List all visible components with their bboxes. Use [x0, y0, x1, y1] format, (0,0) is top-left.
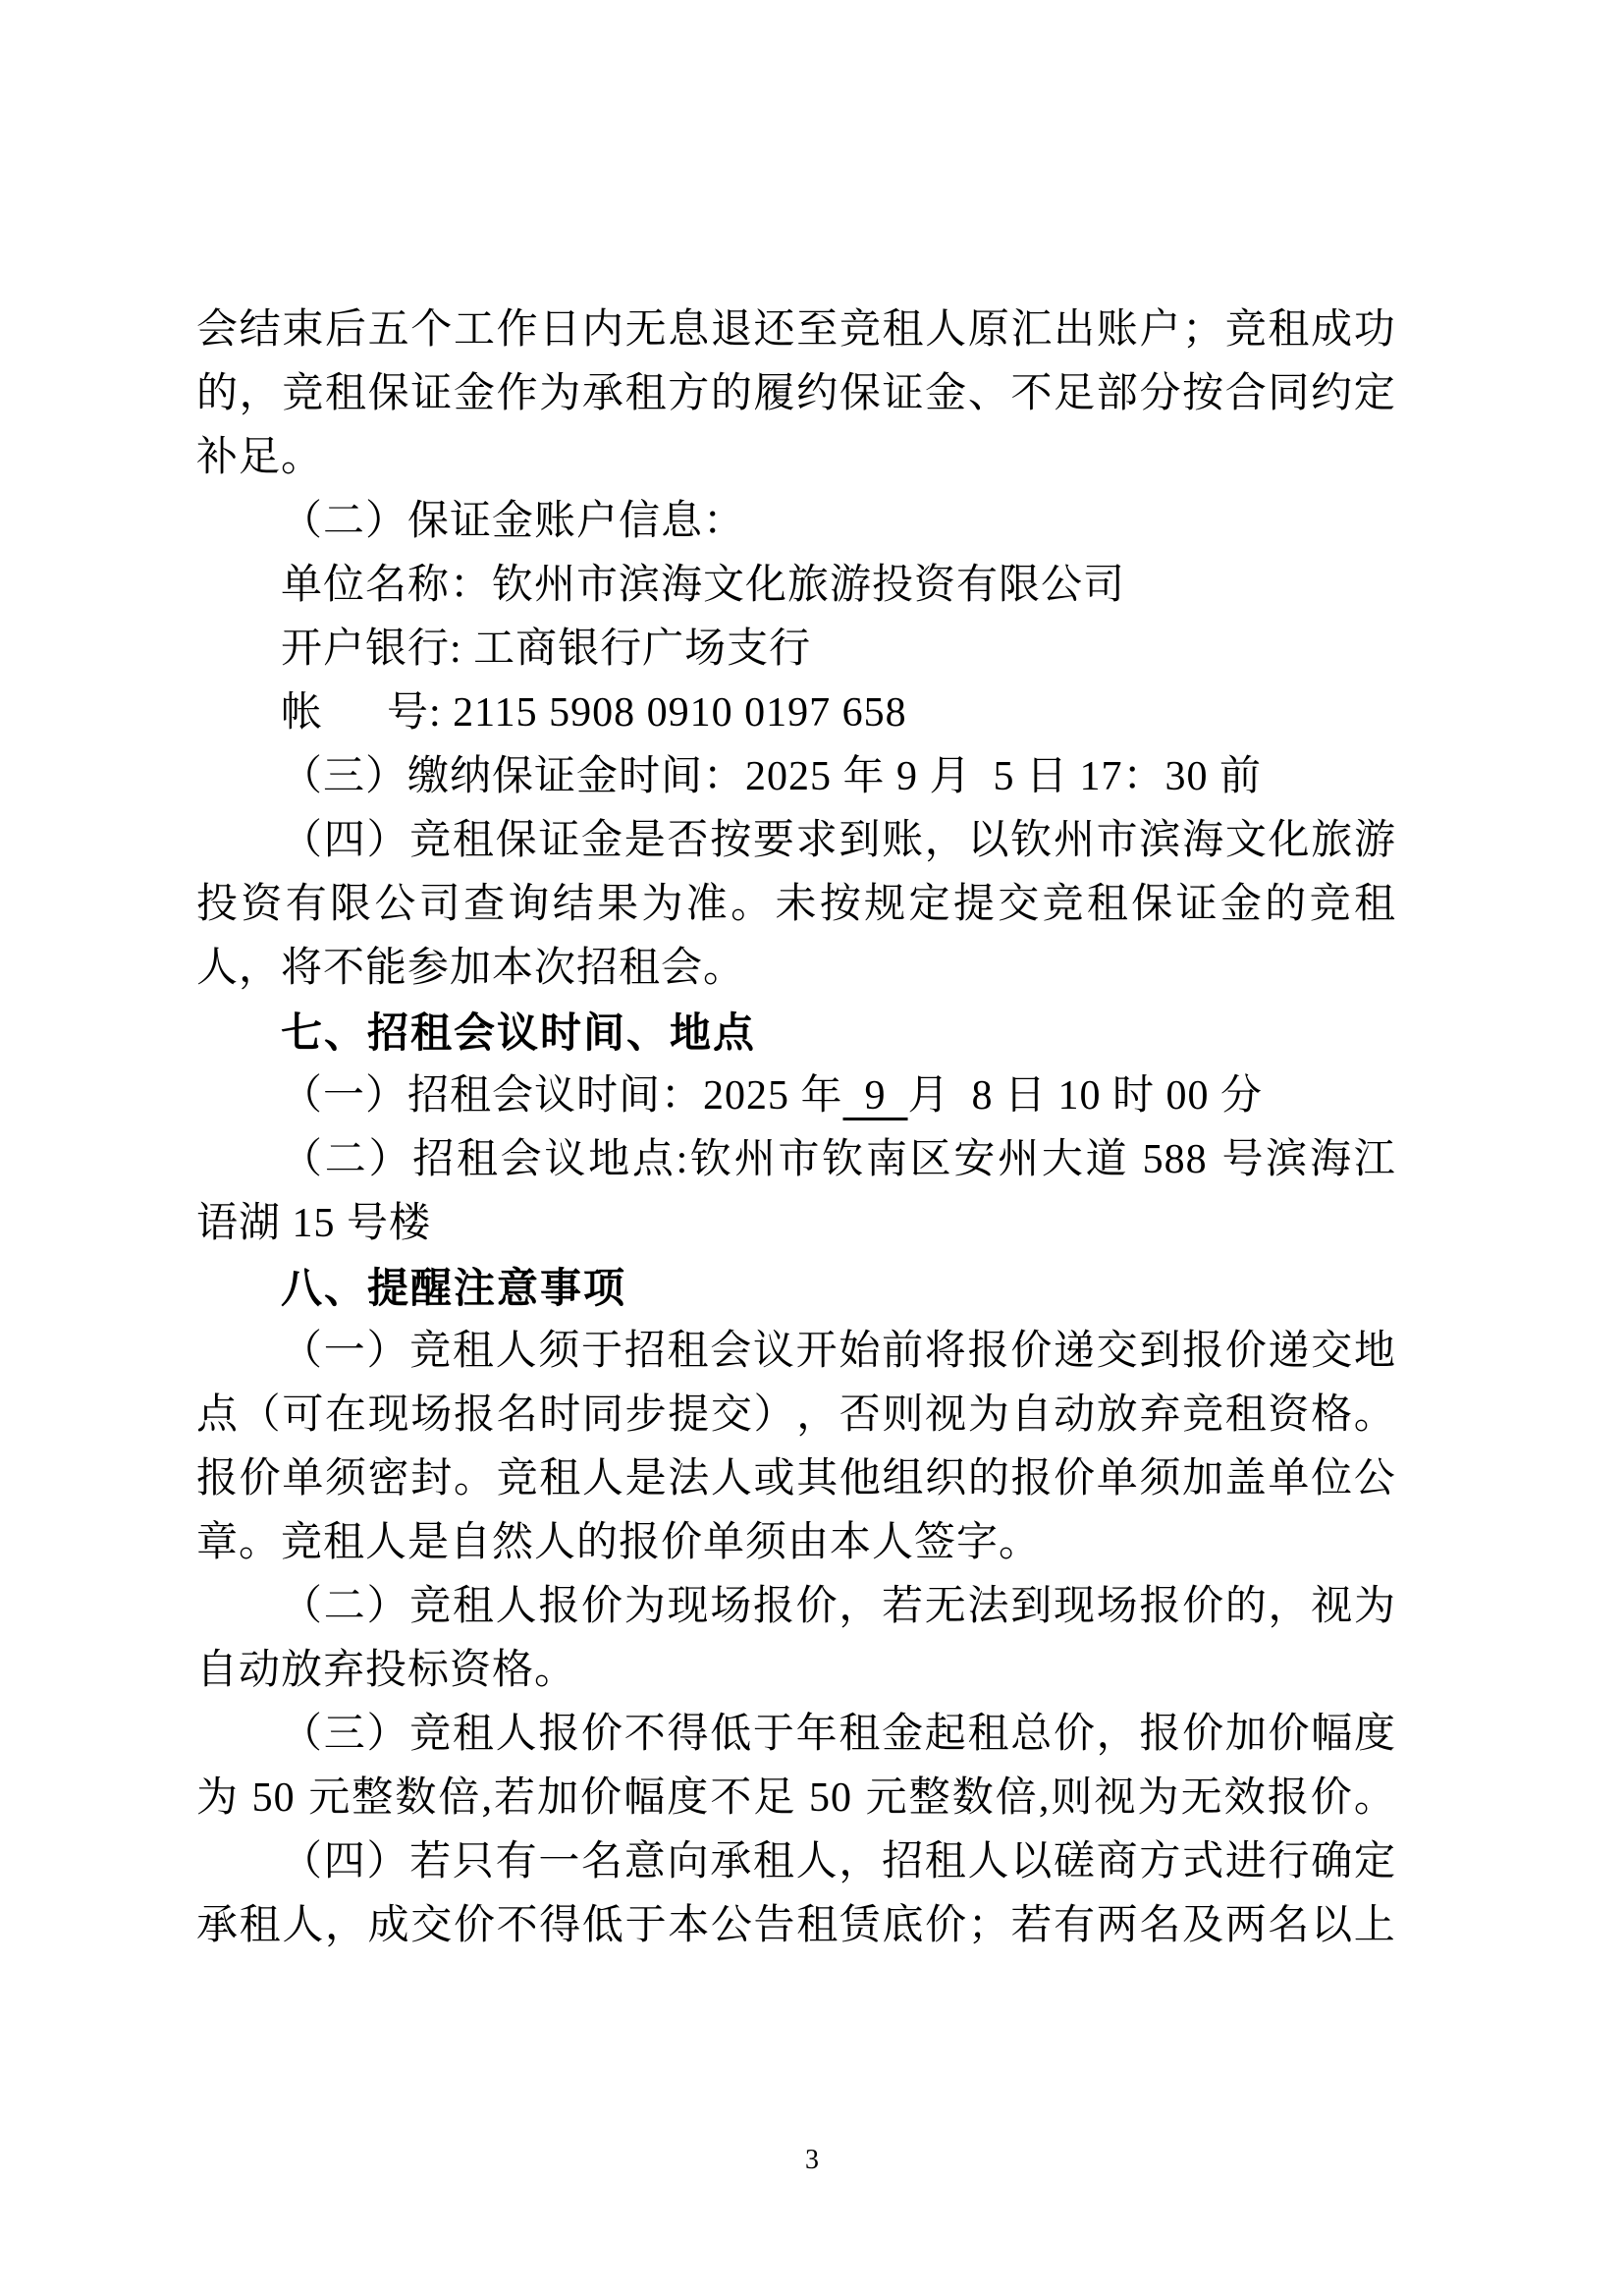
text-line: （ 二 ） 招 租 会 议 地 点 : 钦 州 市 钦 南 区 安 州 大 道 588 号 滨 海 江: [281, 1137, 1396, 1182]
text-line: 章。竞租人是自然人的报价单须由本人签字。: [196, 1520, 1042, 1565]
text-line: （ 四 ） 竞 租 保 证 金 是 否 按 要 求 到 账 ， 以 钦 州 市 滨 海 文 化 旅 游: [281, 818, 1396, 863]
text-line: （三）缴纳保证金时间：2025 年 9 月 5 日 17：30 前: [281, 754, 1263, 799]
text-line: 补足。: [196, 435, 324, 480]
text-line: （ 四 ） 若 只 有 一 名 意 向 承 租 人 ， 招 租 人 以 磋 商 方 式 进 行 确 定: [281, 1839, 1396, 1884]
text-line: 单位名称：钦州市滨海文化旅游投资有限公司: [281, 563, 1126, 608]
document-body: [196, 299, 1396, 1958]
text-line: 的 ， 竞 租 保 证 金 作 为 承 租 方 的 履 约 保 证 金 、 不 足 部 分 按 合 同 约 定: [196, 371, 1396, 416]
text-line: 帐 号: 2115 5908 0910 0197 658: [281, 690, 907, 736]
section-heading: 八、提醒注意事项: [281, 1265, 627, 1311]
section-heading: 七、招租会议时间、地点: [281, 1010, 757, 1056]
text-line: （ 一 ） 竞 租 人 须 于 招 租 会 议 开 始 前 将 报 价 递 交 到 报 价 递 交 地: [281, 1329, 1396, 1374]
text-line: 点 （ 可 在 现 场 报 名 时 同 步 提 交 ） ， 否 则 视 为 自 动 放 弃 竞 租 资 格 。: [196, 1392, 1396, 1438]
text-line: （二）保证金账户信息：: [281, 499, 746, 544]
text-line: 投 资 有 限 公 司 查 询 结 果 为 准 。 未 按 规 定 提 交 竞 租 保 证 金 的 竞 租: [196, 882, 1396, 927]
text-line: 承 租 人 ， 成 交 价 不 得 低 于 本 公 告 租 赁 底 价 ； 若 有 两 名 及 两 名 以 上: [196, 1903, 1396, 1948]
text-line: 人，将不能参加本次招租会。: [196, 946, 746, 991]
text-line: 语湖 15 号楼: [196, 1201, 432, 1246]
page-number: 3: [805, 2145, 819, 2175]
text-line: 为 50 元 整 数 倍 , 若 加 价 幅 度 不 足 50 元 整 数 倍 , 则 视 为 无 效 报 价 。: [196, 1775, 1396, 1821]
text-line: 自动放弃投标资格。: [196, 1648, 577, 1693]
underlined-value: 9: [842, 1073, 908, 1119]
text-line: 开户银行: 工商银行广场支行: [281, 627, 812, 672]
text-line: （ 三 ） 竞 租 人 报 价 不 得 低 于 年 租 金 起 租 总 价 ， 报 价 加 价 幅 度: [281, 1712, 1396, 1757]
text-line: （一）招租会议时间：2025 年 9 月 8 日 10 时 00 分: [281, 1073, 1264, 1119]
text-line: 会 结 束 后 五 个 工 作 日 内 无 息 退 还 至 竞 租 人 原 汇 出 账 户 ； 竞 租 成 功: [196, 307, 1396, 353]
text-line: （ 二 ） 竞 租 人 报 价 为 现 场 报 价 ， 若 无 法 到 现 场 报 价 的 ， 视 为: [281, 1584, 1396, 1629]
text-line: 报 价 单 须 密 封 。 竞 租 人 是 法 人 或 其 他 组 织 的 报 价 单 须 加 盖 单 位 公: [196, 1456, 1396, 1501]
